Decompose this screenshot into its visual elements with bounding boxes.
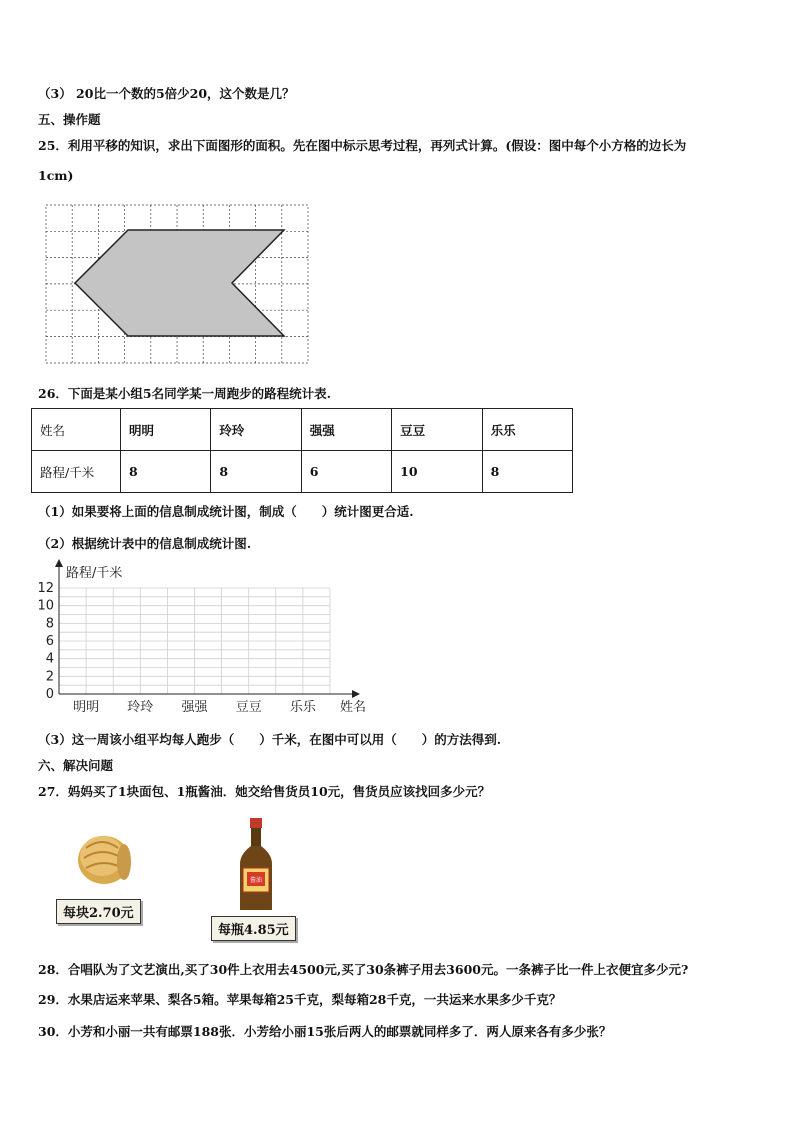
question-26-1: （1）如果要将上面的信息制成统计图，制成（ ）统计图更合适.	[38, 504, 414, 519]
table-header-distance: 路程/千米	[32, 451, 121, 493]
table-cell: 豆豆	[392, 409, 482, 451]
table-cell: 强强	[301, 409, 391, 451]
y-tick-label: 10	[37, 598, 54, 614]
question-24-3: （3） 20比一个数的5倍少20，这个数是几？	[38, 86, 295, 101]
question-25-text-cont: 1cm)	[38, 168, 74, 183]
y-tick-label: 12	[37, 581, 54, 596]
y-tick-label: 2	[45, 669, 54, 685]
question-29: 29．水果店运来苹果、梨各5箱。苹果每箱25千克，梨每箱28千克，一共运来水果多少千克？	[38, 992, 562, 1007]
table-cell: 8	[211, 451, 301, 493]
x-tick-label: 豆豆	[235, 700, 262, 715]
arrow-shape	[75, 230, 284, 336]
section-heading-problems: 六、解决问题	[38, 758, 114, 773]
blank-bar-chart	[30, 558, 380, 718]
bread-image	[76, 826, 138, 888]
soy-sauce-bottle-image	[232, 818, 280, 913]
table-cell: 6	[301, 451, 391, 493]
question-25-text: 25．利用平移的知识，求出下面图形的面积。先在图中标示思考过程，再列式计算。(假设：图中每个小方格的边长为	[38, 138, 687, 153]
y-tick-label: 4	[45, 651, 54, 667]
y-tick-label: 6	[45, 634, 54, 649]
sauce-price-tag: 每瓶4.85元	[211, 916, 296, 941]
question-26-3: （3）这一周该小组平均每人跑步（ ）千米，在图中可以用（ ）的方法得到.	[38, 732, 502, 747]
table-cell: 明明	[121, 409, 211, 451]
table-cell: 8	[121, 451, 211, 493]
x-axis-label: 姓名	[340, 700, 367, 715]
x-tick-label: 玲玲	[127, 700, 154, 715]
bread-price-tag: 每块2.70元	[56, 899, 141, 924]
question-26-title: 26．下面是某小组5名同学某一周跑步的路程统计表.	[38, 386, 331, 401]
x-tick-label: 乐乐	[289, 700, 316, 715]
question-30: 30．小芳和小丽一共有邮票188张．小芳给小丽15张后两人的邮票就同样多了．两人原来各有多少张？	[38, 1024, 612, 1039]
table-cell: 8	[482, 451, 572, 493]
y-tick-label: 0	[45, 687, 54, 702]
question-28: 28．合唱队为了文艺演出,买了30件上衣用去4500元,买了30条裤子用去3600元。一条裤子比一件上衣便宜多少元?	[38, 962, 689, 977]
question-26-2: （2）根据统计表中的信息制成统计图.	[38, 536, 252, 551]
table-header-name: 姓名	[32, 409, 121, 451]
bottle-label: 酱油	[249, 877, 263, 884]
x-tick-label: 强强	[181, 700, 208, 715]
running-distance-table	[31, 408, 573, 493]
table-cell: 玲玲	[211, 409, 301, 451]
x-tick-label: 明明	[73, 700, 100, 715]
table-cell: 乐乐	[482, 409, 572, 451]
y-tick-label: 8	[45, 616, 54, 632]
translation-grid-figure	[44, 203, 310, 365]
table-row	[32, 409, 573, 451]
section-heading-operations: 五、操作题	[38, 112, 101, 127]
table-row	[32, 451, 573, 493]
question-27: 27．妈妈买了1块面包、1瓶酱油．她交给售货员10元，售货员应该找回多少元？	[38, 784, 491, 799]
y-axis-label: 路程/千米	[66, 566, 123, 581]
table-cell: 10	[392, 451, 482, 493]
